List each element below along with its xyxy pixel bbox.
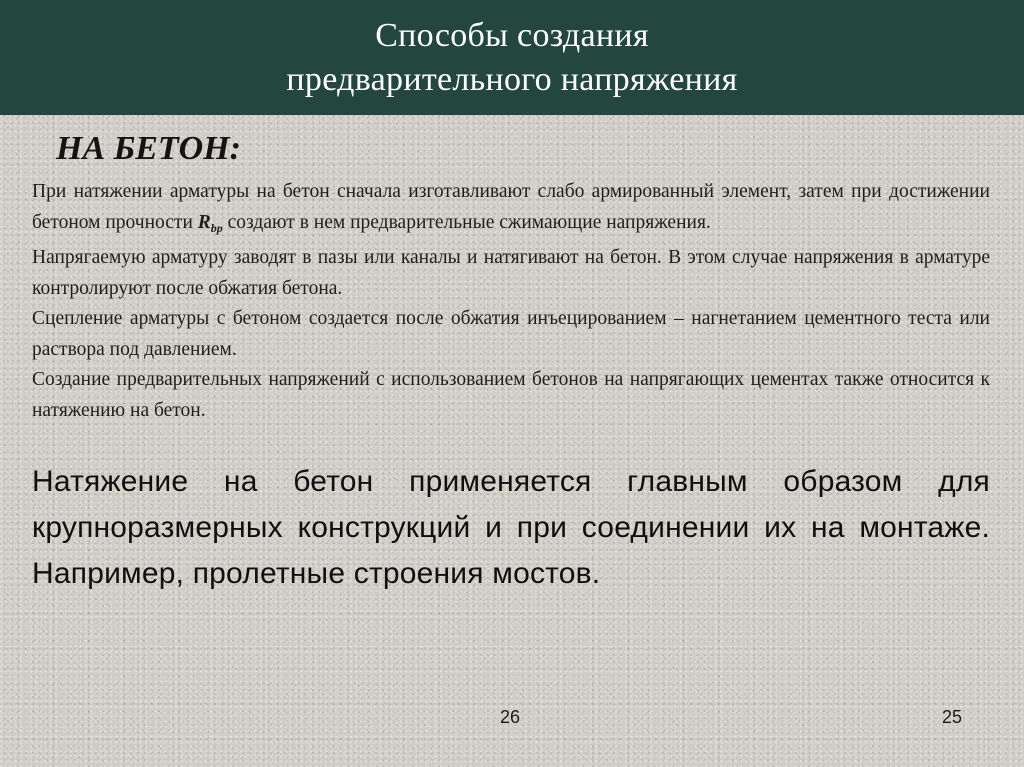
- paragraph-1: [32, 177, 990, 243]
- strength-symbol-letter: R: [197, 211, 211, 233]
- strength-symbol-subscript: bp: [210, 220, 223, 235]
- paragraph-3: Сцепление арматуры с бетоном создается после обжатия инъецированием – нагнетанием цементного теста или раствора под давлением.: [32, 308, 990, 360]
- slide-title-line-1: Способы создания: [375, 16, 649, 54]
- paragraph-4: Создание предварительных напряжений с использованием бетонов на напрягающих цементах также относится к натяжению на бетон.: [32, 369, 990, 421]
- paragraph-1-end: создают в нем предварительные сжимающие напряжения.: [222, 211, 711, 233]
- paragraph-2: Напрягаемую арматуру заводят в пазы или каналы и натягивают на бетон. В этом случае напряжения в арматуре контролируют после обжатия бетона.: [32, 247, 990, 299]
- conclusion-paragraph: Натяжение на бетон применяется главным образом для крупноразмерных конструкций и при соединении их на монтаже. Например, пролетные строения мостов.: [32, 465, 990, 590]
- title-bar: [0, 0, 1024, 115]
- slide-title-line-2: предварительного напряжения: [286, 60, 738, 98]
- page-number-center: 26: [500, 707, 521, 727]
- section-heading: НА БЕТОН:: [56, 130, 241, 167]
- body-text: [32, 177, 990, 426]
- page-number-right: 25: [942, 707, 963, 727]
- paragraph-1-start: При натяжении арматуры на бетон сначала изготавливают слабо армированный элемент, затем при достижении бетоном прочности: [32, 181, 990, 233]
- strength-symbol: [198, 212, 223, 233]
